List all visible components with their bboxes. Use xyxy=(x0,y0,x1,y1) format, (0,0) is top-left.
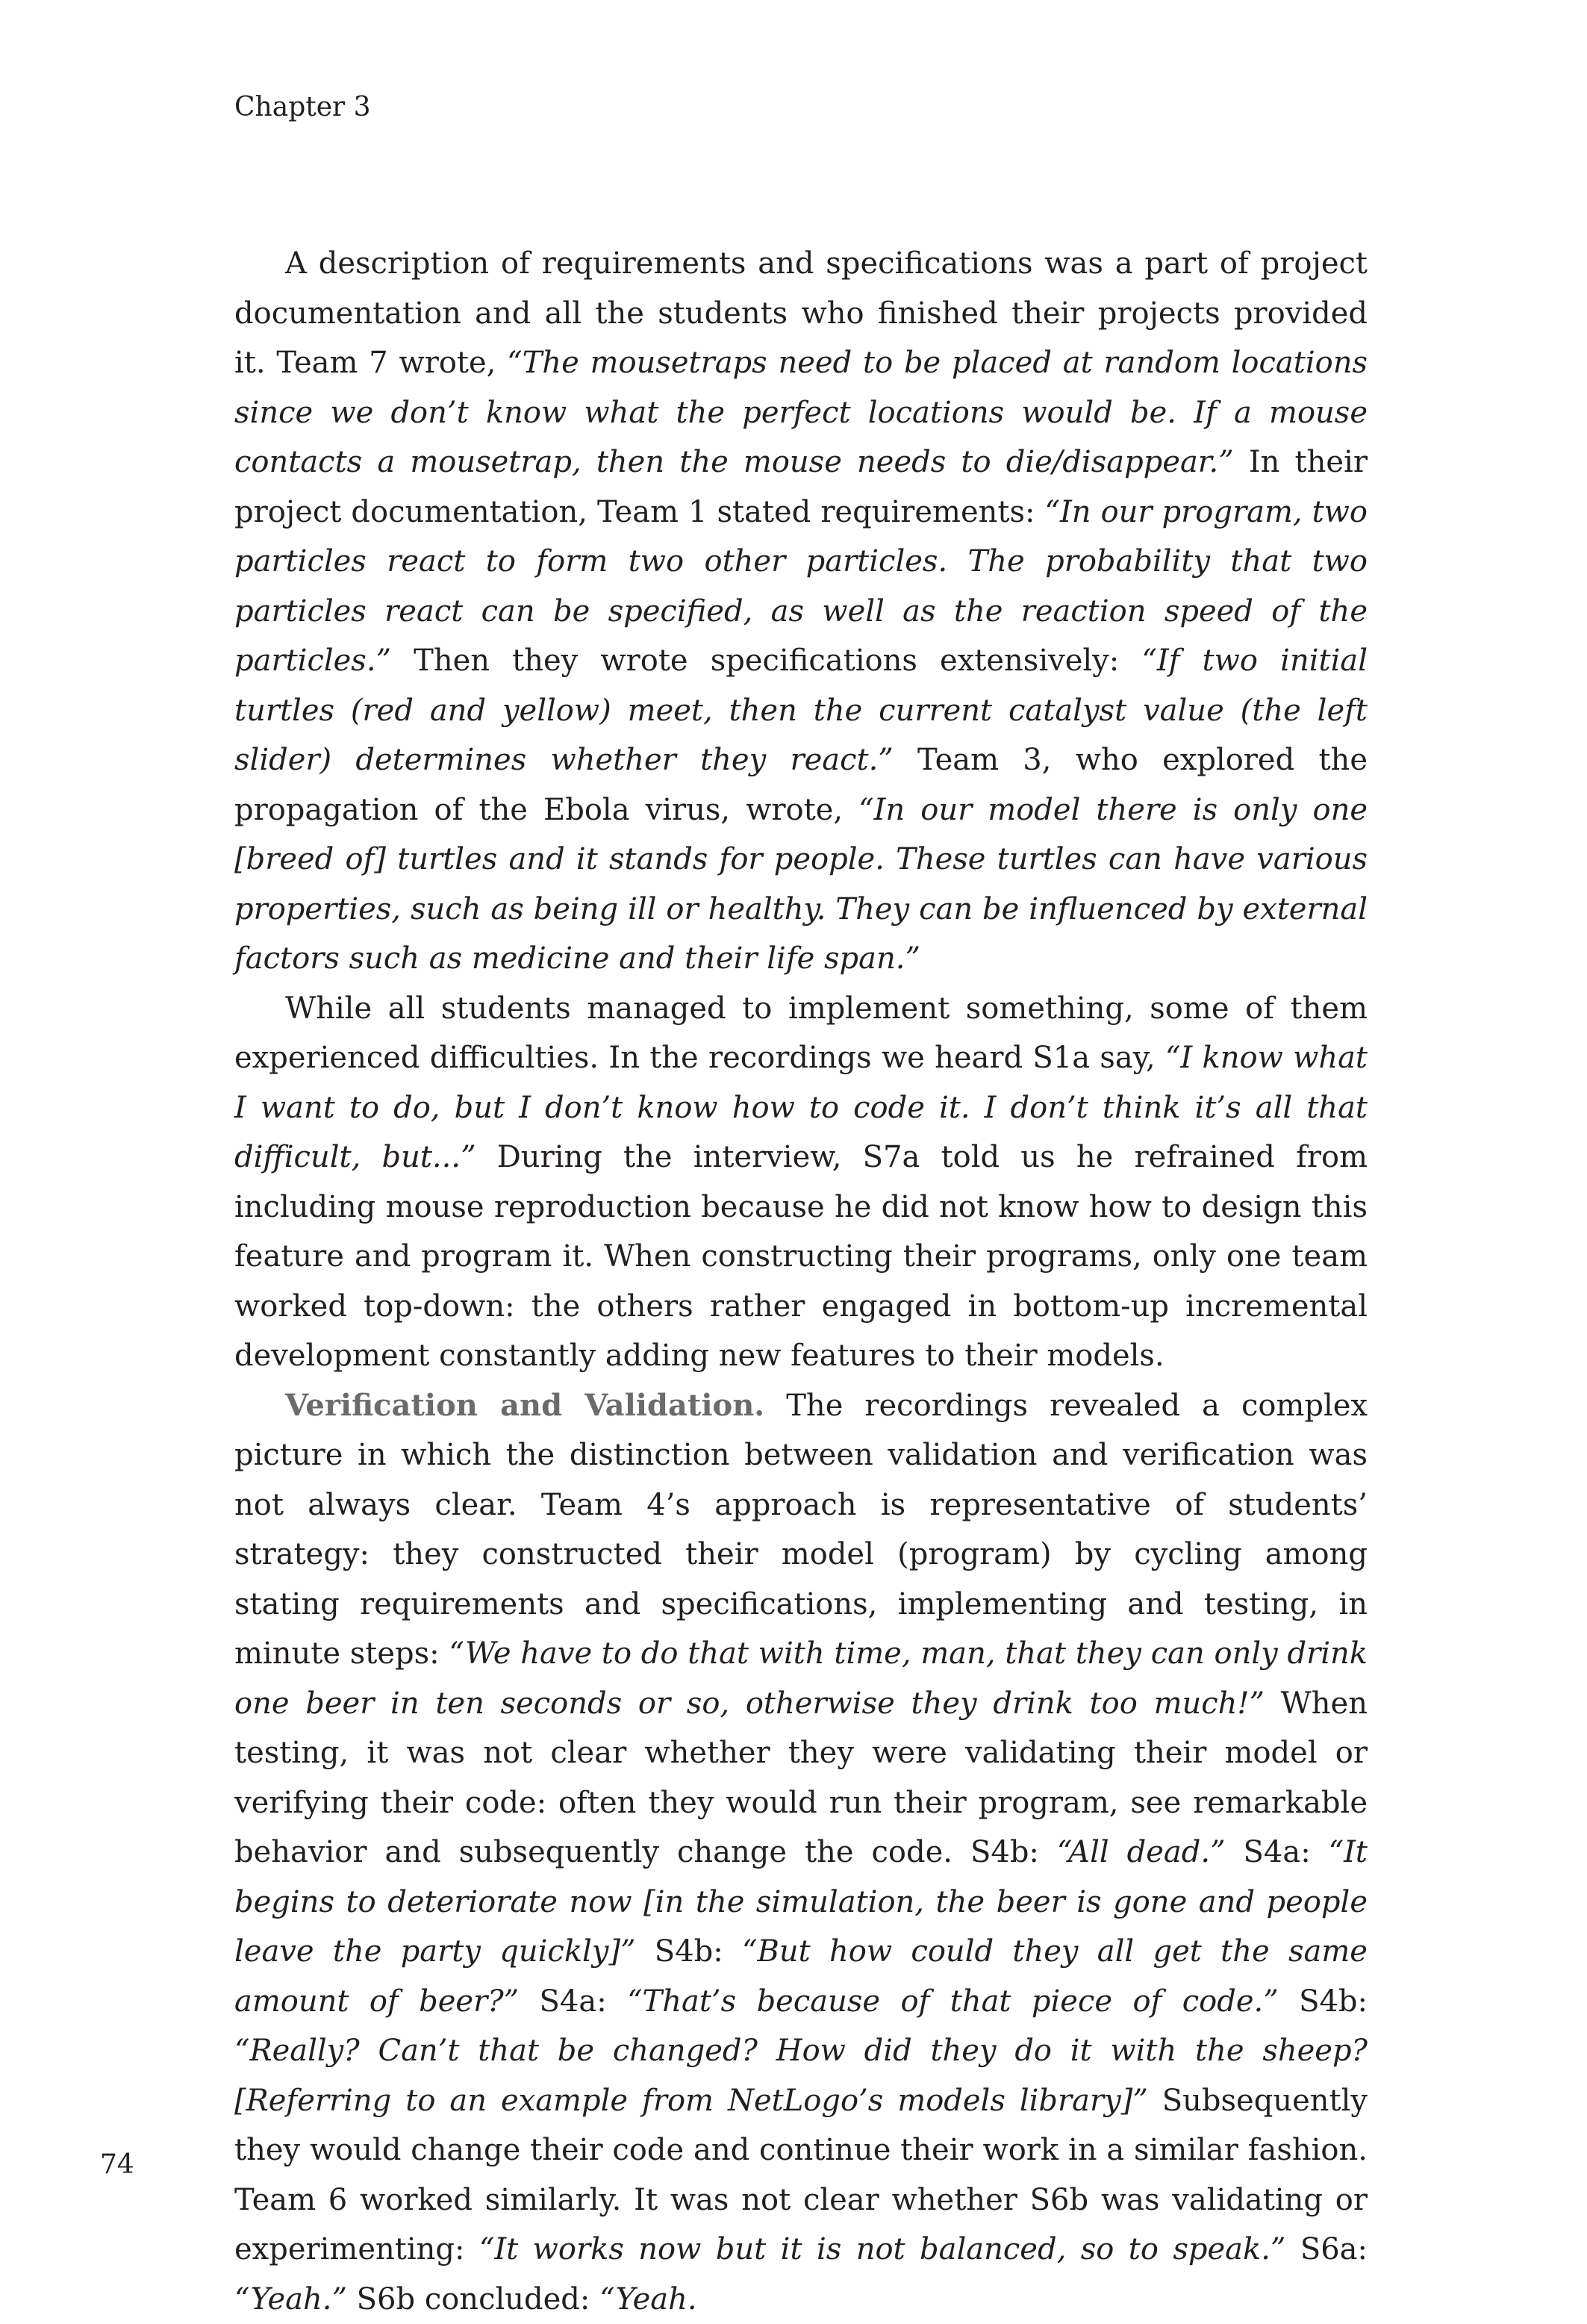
quote-text: “It works now but it is not balanced, so to speak.” xyxy=(479,2232,1285,2267)
text-run: Team 3, who explored the propagation of the Ebola virus, wrote, xyxy=(234,743,1368,827)
section-heading: Verification and Validation. xyxy=(285,1388,764,1423)
quote-text: “All dead.” xyxy=(1057,1835,1226,1869)
text-run: S4a: xyxy=(1226,1835,1329,1869)
text-run: S4a: xyxy=(519,1984,627,2019)
text-run: Then they wrote specifications extensively: xyxy=(391,644,1141,678)
paragraph xyxy=(234,1381,1368,2324)
text-run: The recordings revealed a complex picture in which the distinction between validation and verification was not always clear. Team 4’s approach is representative of students’ strategy: they constructed their model (program) by cycling among stating requirements and specifications, implementing and testing, in minute steps: xyxy=(234,1389,1368,1672)
text-run: S6b concluded: xyxy=(347,2282,599,2317)
quote-text: “It begins to deteriorate now [in the simulation, the beer is gone and people leave the party quickly]” xyxy=(234,1835,1368,1969)
paragraph xyxy=(234,239,1368,984)
quote-text: “Yeah. xyxy=(599,2282,697,2317)
page-number: 74 xyxy=(100,2147,134,2183)
quote-text: “If two initial turtles (red and yellow) meet, then the current catalyst value (the left slider) determines whether they react.” xyxy=(234,644,1368,777)
text-run: Subsequently they would change their code and continue their work in a similar fashion. Team 6 worked similarly. It was not clear whether S6b was validating or experimenting: xyxy=(234,2084,1368,2267)
text-run: When testing, it was not clear whether they were validating their model or verifying their code: often they would run their program, see remarkable behavior and subsequently change the code. S4b: xyxy=(234,1686,1368,1870)
quote-text: “In our model there is only one [breed of] turtles and it stands for people. These turtles can have various properties, such as being ill or healthy. They can be influenced by external factors such as medicine and their life span.” xyxy=(234,793,1368,976)
quote-text: “Really? Can’t that be changed? How did they do it with the sheep? [Referring to an example from NetLogo’s models library]” xyxy=(234,2034,1368,2118)
text-run: While all students managed to implement something, some of them experienced difficulties. In the recordings we heard S1a say, xyxy=(234,991,1368,1076)
text-run: S4b: xyxy=(1279,1984,1368,2019)
quote-text: “Yeah.” xyxy=(234,2282,347,2317)
quote-text: “In our program, two particles react to form two other particles. The probability that two particles react can be specified, as well as the reaction speed of the particles.” xyxy=(234,495,1368,679)
running-header: Chapter 3 xyxy=(234,90,371,125)
text-run: In their project documentation, Team 1 stated requirements: xyxy=(234,445,1368,529)
quote-text: “But how could they all get the same amount of beer?” xyxy=(234,1934,1368,2019)
quote-text: “We have to do that with time, man, that they can only drink one beer in ten seconds or so, otherwise they drink too much!” xyxy=(234,1636,1368,1721)
quote-text: “I know what I want to do, but I don’t know how to code it. I don’t think it’s all that difficult, but...” xyxy=(234,1041,1368,1174)
text-run: S4b: xyxy=(636,1934,743,1969)
quote-text: “That’s because of that piece of code.” xyxy=(627,1984,1279,2019)
text-run: S6a: xyxy=(1285,2232,1368,2267)
text-run: A description of requirements and specifications was a part of project documentation and all the students who finished their projects provided it. Team 7 wrote, xyxy=(234,246,1368,380)
text-run: During the interview, S7a told us he refrained from including mouse reproduction because he did not know how to design this feature and program it. When constructing their programs, only one team worked top-down: the others rather engaged in bottom-up incremental development constantly adding new features to their models. xyxy=(234,1140,1368,1373)
quote-text: “The mousetraps need to be placed at random locations since we don’t know what the perfect locations would be. If a mouse contacts a mousetrap, then the mouse needs to die/disappear.” xyxy=(234,346,1368,479)
paragraph xyxy=(234,984,1368,1381)
body-text xyxy=(234,239,1368,2324)
